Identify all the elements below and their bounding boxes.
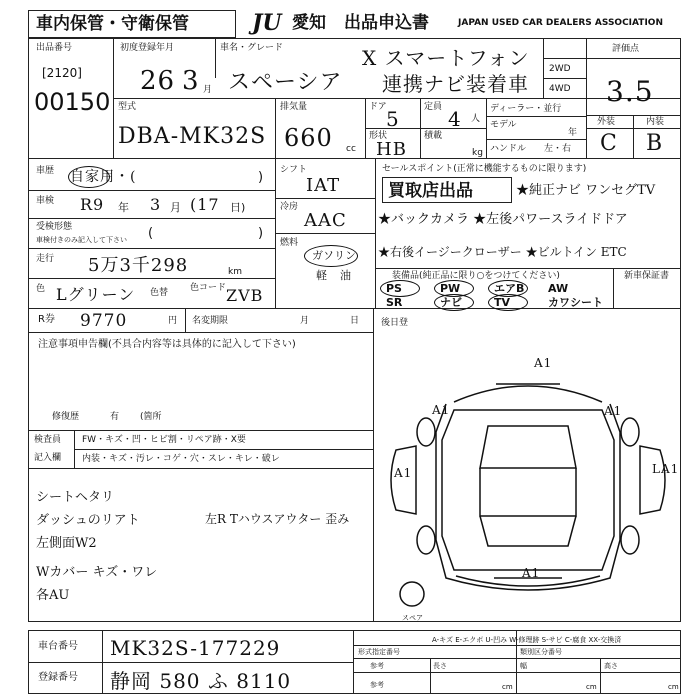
org-name: 愛知 — [292, 13, 326, 33]
notes-place: (箇所 — [140, 412, 162, 422]
dealer-label: ディーラー・並行 — [490, 104, 562, 114]
shift-value: IAT — [306, 175, 341, 196]
aircon-value: AAC — [304, 210, 347, 231]
recycle-unit: 円 — [168, 316, 178, 326]
equipment-item: SR — [386, 296, 403, 309]
recycle-label: R券 — [38, 314, 55, 325]
rear-seat-label: 後日登 — [381, 318, 409, 328]
chassis-value: MK32S-177229 — [110, 636, 281, 660]
car-grade-line1: X スマートフォン — [362, 46, 530, 70]
car-name-label: 車名・グレード — [220, 43, 284, 53]
lot-sub: [2120] — [42, 66, 82, 80]
first-reg-label: 初度登録年月 — [120, 43, 175, 53]
inspector-label2: 記入欄 — [34, 453, 62, 463]
size-cm-2: cm — [586, 683, 597, 691]
mileage-value: 5万3千298 — [88, 255, 189, 276]
equipment-item: カワシート — [548, 296, 603, 309]
doors-value: 5 — [386, 107, 400, 131]
fuel-oil: 油 — [340, 269, 351, 282]
load-label: 積載 — [424, 131, 443, 141]
remark-2: ダッシュのリアト — [36, 513, 140, 528]
rating-int-label: 内装 — [646, 117, 665, 127]
pending-close: ) — [258, 226, 264, 241]
inspection-month: 3 — [150, 195, 162, 214]
inspector-label: 検査員 — [34, 435, 62, 445]
fuel-light: 軽 — [316, 269, 327, 282]
handle-label: ハンドル — [490, 144, 527, 154]
notes-label: 注意事項申告欄(不具合内容等は具体的に記入して下さい) — [38, 339, 296, 350]
equipment-item: PW — [440, 282, 461, 295]
sale-points-label: セールスポイント(正常に機能するものに限ります) — [382, 164, 587, 174]
name-change-label: 名変期限 — [192, 316, 229, 326]
sale-points-line3: ★右後イージークローザー ★ビルトイン ETC — [378, 245, 627, 259]
capacity-unit: 人 — [471, 114, 481, 124]
size-cm-1: cm — [502, 683, 513, 691]
inspector-row1: FW・キズ・凹・ヒビ割・リペア跡・X要 — [82, 435, 246, 445]
size-ref-1: 参考 — [370, 662, 384, 670]
equipment-item: ナビ — [440, 296, 462, 309]
plate-value: 静岡 580 ふ 8110 — [110, 669, 292, 693]
equipment-label: 装備品(純正品に限り○をつけてください) — [392, 271, 560, 281]
history-circle — [68, 166, 110, 188]
size-cm-3: cm — [668, 683, 679, 691]
remark-4: Wカバー キズ・ワレ — [36, 565, 158, 580]
remark-right: 左R Tハウスアウター 歪み — [205, 512, 350, 526]
rating-ext: C — [600, 131, 618, 156]
warranty-label: 新車保証書 — [624, 271, 670, 281]
equipment-circle — [434, 294, 474, 311]
color-code-label: 色コード — [190, 283, 227, 293]
model-label: 型式 — [118, 102, 137, 112]
color-label: 色 — [36, 284, 46, 294]
history-value: 自家用・( — [70, 169, 137, 185]
color-value: Lグリーン — [56, 285, 136, 304]
storage-label: 車内保管・守衛保管 — [36, 14, 189, 34]
diagram-mark-front: A1 — [534, 356, 553, 370]
inspection-year-unit: 年 — [118, 201, 129, 214]
equipment-circle — [380, 280, 420, 297]
color-code: ZVB — [226, 286, 264, 305]
size-length: 長さ — [433, 662, 447, 670]
size-ref-2: 参考 — [370, 681, 384, 689]
name-change-month: 月 — [300, 316, 310, 326]
car-grade-line2: 連携ナビ装着車 — [382, 72, 529, 96]
body-label: 形状 — [369, 131, 388, 141]
color-swap-label: 色替 — [150, 288, 169, 298]
inspector-row2: 内装・キズ・汚レ・コゲ・穴・スレ・キレ・破レ — [82, 454, 280, 464]
inspection-month-unit: 月 — [170, 201, 181, 214]
equipment-circle — [488, 294, 528, 311]
load-unit: kg — [472, 148, 483, 158]
rating-label: 評価点 — [612, 44, 640, 54]
first-reg-year: 26 — [140, 66, 176, 96]
pending-note: 車検付きのみ記入して下さい — [36, 236, 127, 244]
org-english: JAPAN USED CAR DEALERS ASSOCIATION — [458, 18, 663, 28]
equipment-item: PS — [386, 282, 402, 295]
shift-label: シフト — [280, 165, 308, 175]
lot-label: 出品番号 — [36, 43, 73, 53]
diagram-mark-right-front: A1 — [604, 404, 623, 418]
rating-ext-label: 外装 — [597, 117, 616, 127]
doors-label: ドア — [369, 102, 387, 112]
inspection-era: R9 — [80, 195, 105, 214]
diagram-mark-left: A1 — [394, 466, 413, 480]
size-height: 高さ — [604, 662, 618, 670]
aircon-label: 冷房 — [280, 202, 299, 212]
recycle-value: 9770 — [80, 311, 128, 331]
first-reg-month-unit: 月 — [203, 85, 213, 95]
inspection-day-unit: 日) — [230, 201, 246, 214]
sale-points-badge: 買取店出品 — [388, 181, 473, 201]
dealer-model-year: モデル — [490, 120, 517, 130]
first-reg-month: 3 — [182, 66, 200, 96]
history-close: ) — [258, 170, 264, 185]
remark-5: 各AU — [36, 588, 70, 603]
notes-repair: 修復歴 — [52, 412, 80, 422]
remark-3: 左側面W2 — [36, 536, 97, 551]
equipment-item: TV — [494, 296, 511, 309]
size-width: 幅 — [520, 662, 527, 670]
dealer-year-unit: 年 — [568, 128, 578, 138]
equipment-item: エアB — [494, 282, 525, 295]
displacement-unit: cc — [346, 144, 356, 154]
fuel-gas: ガソリン — [312, 249, 356, 262]
notes-has: 有 — [110, 412, 120, 422]
diagram-mark-right: LA1 — [652, 462, 680, 476]
name-change-day: 日 — [350, 316, 360, 326]
mileage-unit: km — [228, 267, 242, 277]
rating-score: 3.5 — [606, 75, 654, 108]
fuel-label: 燃料 — [280, 238, 299, 248]
diagram-mark-rear: A1 — [522, 566, 541, 580]
chassis-label: 車台番号 — [38, 641, 78, 652]
rating-int: B — [646, 131, 664, 156]
form-title: 出品申込書 — [344, 13, 429, 33]
remark-1: シートヘタリ — [36, 490, 115, 505]
capacity-value: 4 — [448, 107, 462, 131]
sale-points-line2: ★バックカメラ ★左後パワースライドドア — [378, 212, 628, 227]
diagram-spare: スペア — [402, 614, 423, 622]
logo-mark: JU — [252, 10, 282, 36]
pending-open: ( — [148, 226, 154, 241]
lot-number: 00150 — [34, 88, 111, 116]
capacity-label: 定員 — [424, 102, 443, 112]
handle-options: 左・右 — [544, 144, 572, 154]
car-name: スペーシア — [228, 70, 343, 95]
plate-label: 登録番号 — [38, 672, 78, 683]
size-label1: 形式指定番号 — [358, 648, 400, 656]
equipment-item: AW — [548, 282, 569, 295]
inspection-day: (17 — [190, 195, 220, 214]
body-value: HB — [376, 139, 407, 160]
model-value: DBA-MK32S — [118, 124, 267, 149]
inspection-label: 車検 — [36, 196, 55, 206]
displacement-label: 排気量 — [280, 102, 308, 112]
mileage-label: 走行 — [36, 254, 55, 264]
diagram-mark-left-front: A1 — [432, 403, 451, 417]
size-label2: 類別区分番号 — [520, 648, 562, 656]
displacement-value: 660 — [284, 124, 333, 152]
drive-4wd: 4WD — [549, 84, 571, 94]
drive-2wd: 2WD — [549, 64, 571, 74]
pending-label: 受検形態 — [36, 222, 73, 232]
sale-points-line1: ★純正ナビ ワンセグTV — [516, 183, 656, 198]
history-label: 車歴 — [36, 166, 55, 176]
damage-legend: A-キズ E-エクボ U-凹み W-修理跡 S-サビ C-腐食 XX-交換済 — [432, 636, 622, 644]
